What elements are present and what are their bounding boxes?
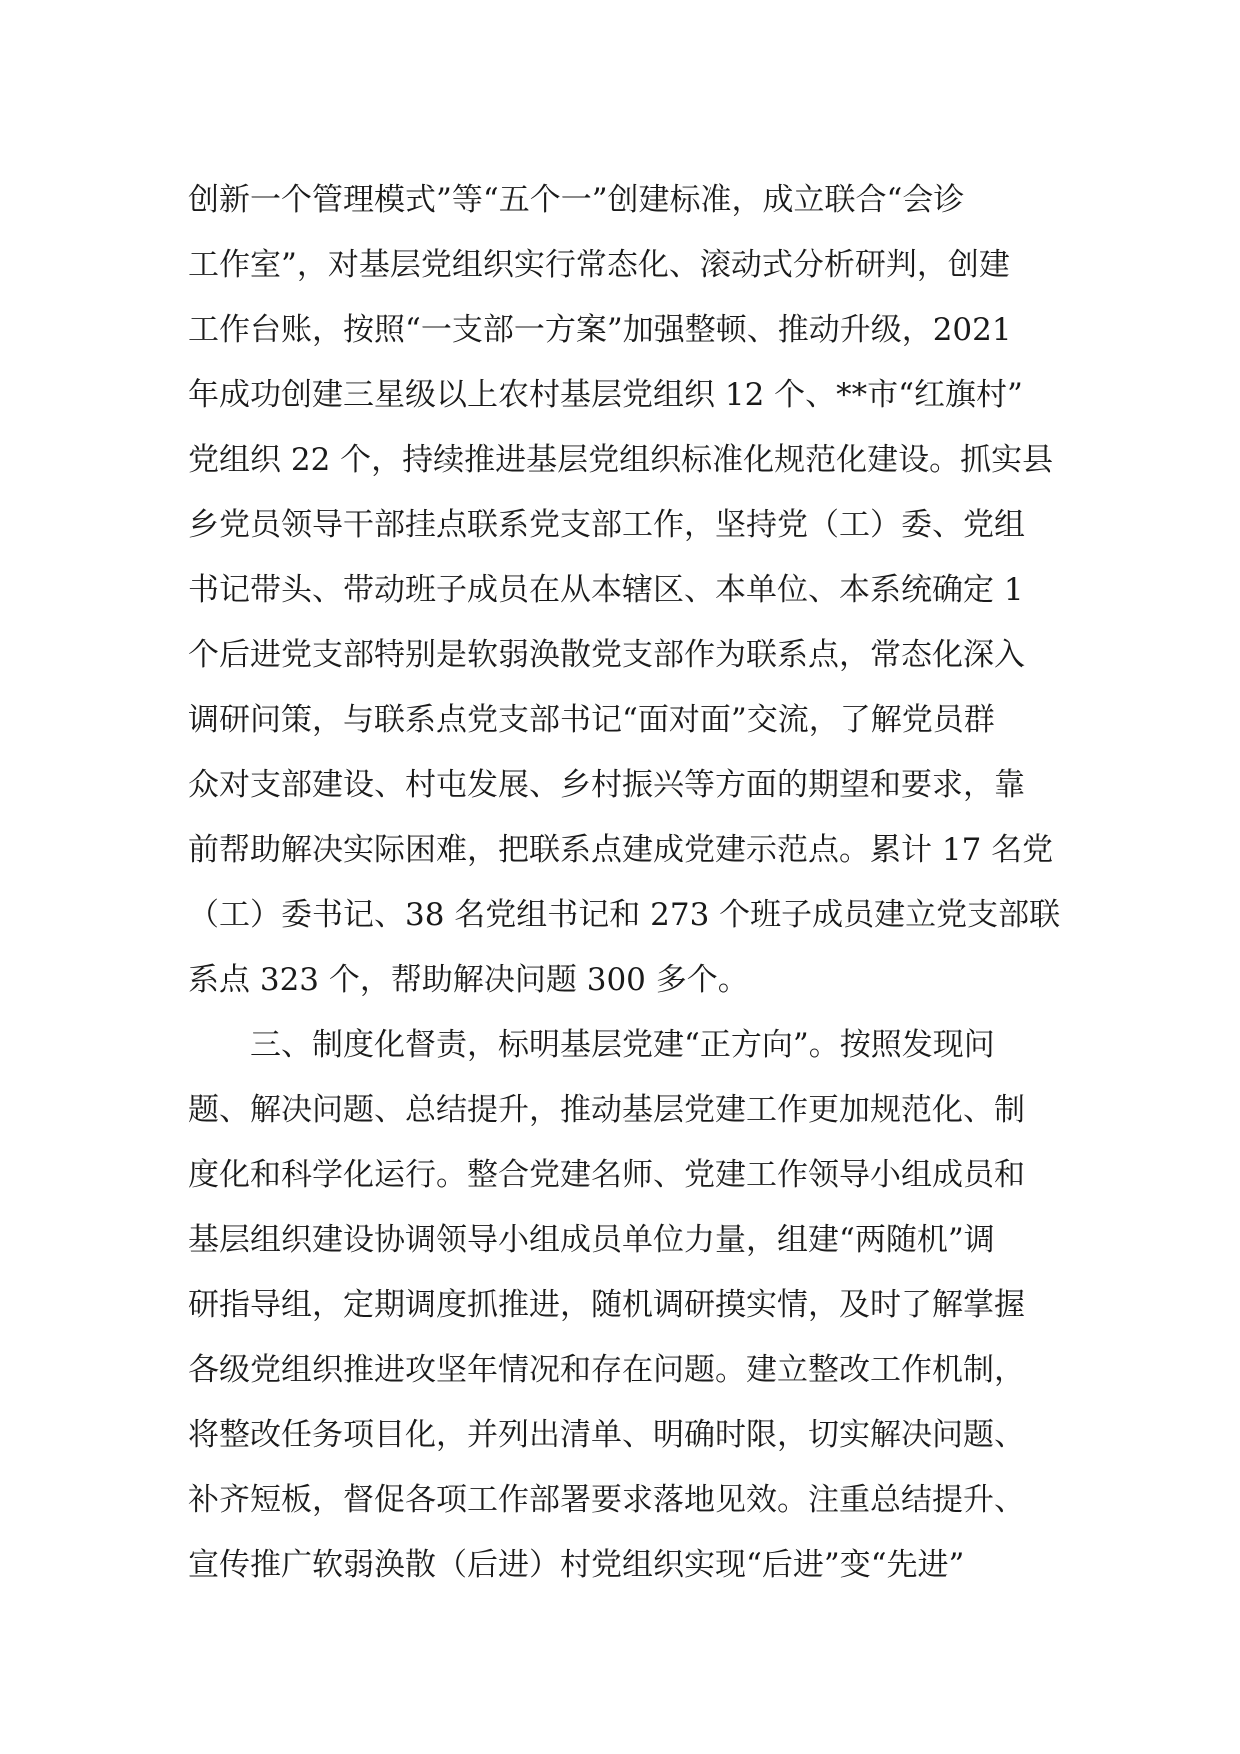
text-line-14: 三、制度化督责，标明基层党建“正方向”。按照发现问 [188, 1027, 995, 1063]
text-line-6: 乡党员领导干部挂点联系党支部工作，坚持党（工）委、党组 [188, 507, 1025, 543]
text-line-15: 题、解决问题、总结提升，推动基层党建工作更加规范化、制 [188, 1092, 1025, 1128]
body-text [188, 168, 1061, 1598]
text-line-3: 工作台账，按照“一支部一方案”加强整顿、推动升级，2021 [188, 312, 1012, 348]
text-line-19: 各级党组织推进攻坚年情况和存在问题。建立整改工作机制， [188, 1352, 1025, 1388]
text-line-22: 宣传推广软弱涣散（后进）村党组织实现“后进”变“先进” [188, 1547, 965, 1583]
text-line-11: 前帮助解决实际困难，把联系点建成党建示范点。累计 17 名党 [188, 832, 1054, 868]
text-line-18: 研指导组，定期调度抓推进，随机调研摸实情，及时了解掌握 [188, 1287, 1025, 1323]
text-line-17: 基层组织建设协调领导小组成员单位力量，组建“两随机”调 [188, 1222, 995, 1258]
text-line-7: 书记带头、带动班子成员在从本辖区、本单位、本系统确定 1 [188, 572, 1024, 608]
text-line-2: 工作室”，对基层党组织实行常态化、滚动式分析研判，创建 [188, 247, 1010, 283]
text-line-21: 补齐短板，督促各项工作部署要求落地见效。注重总结提升、 [188, 1482, 1025, 1518]
text-line-5: 党组织 22 个，持续推进基层党组织标准化规范化建设。抓实县 [188, 442, 1054, 478]
text-line-12: （工）委书记、38 名党组书记和 273 个班子成员建立党支部联 [188, 897, 1061, 933]
text-line-10: 众对支部建设、村屯发展、乡村振兴等方面的期望和要求，靠 [188, 767, 1025, 803]
text-line-8: 个后进党支部特别是软弱涣散党支部作为联系点，常态化深入 [188, 637, 1025, 673]
text-line-1: 创新一个管理模式”等“五个一”创建标准，成立联合“会诊 [188, 182, 965, 218]
text-line-13: 系点 323 个，帮助解决问题 300 多个。 [188, 962, 749, 998]
text-line-16: 度化和科学化运行。整合党建名师、党建工作领导小组成员和 [188, 1157, 1025, 1193]
text-line-4: 年成功创建三星级以上农村基层党组织 12 个、**市“红旗村” [188, 377, 1023, 413]
text-line-20: 将整改任务项目化，并列出清单、明确时限，切实解决问题、 [188, 1417, 1025, 1453]
text-line-9: 调研问策，与联系点党支部书记“面对面”交流，了解党员群 [188, 702, 995, 738]
